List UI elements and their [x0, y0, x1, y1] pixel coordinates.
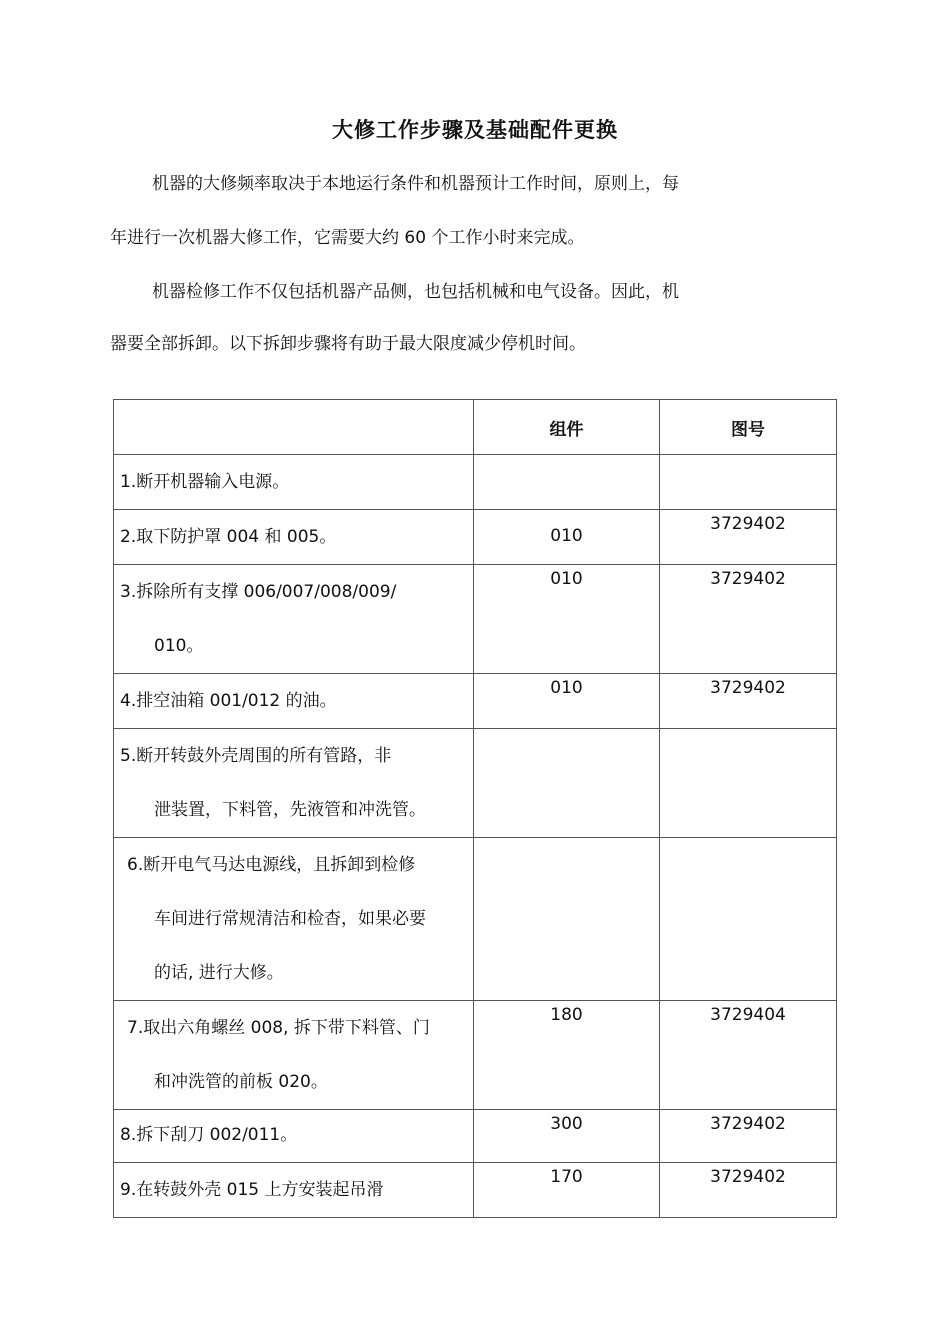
component-cell: 010	[474, 674, 660, 729]
step-cell	[114, 565, 474, 674]
paragraph-2-line-1: 机器检修工作不仅包括机器产品侧，也包括机械和电气设备。因此，机	[152, 282, 679, 302]
document-title: 大修工作步骤及基础配件更换	[332, 118, 618, 142]
drawing-cell: 3729404	[660, 1001, 837, 1110]
step-line: 和冲洗管的前板 020。	[154, 1072, 328, 1092]
step-cell	[114, 674, 474, 729]
drawing-cell: 3729402	[660, 510, 837, 565]
step-cell	[114, 1163, 474, 1218]
component-cell: 300	[474, 1110, 660, 1163]
drawing-cell	[660, 838, 837, 1001]
component-cell: 010	[474, 565, 660, 674]
step-line: 3.拆除所有支撑 006/007/008/009/	[120, 582, 397, 602]
table-row	[114, 1001, 837, 1110]
step-cell	[114, 1110, 474, 1163]
table-row	[114, 1110, 837, 1163]
table-row	[114, 838, 837, 1001]
paragraph-1-line-1: 机器的大修频率取决于本地运行条件和机器预计工作时间，原则上，每	[152, 174, 679, 194]
steps-table	[113, 399, 837, 1218]
component-cell	[474, 729, 660, 838]
table-row	[114, 565, 837, 674]
component-cell: 170	[474, 1163, 660, 1218]
step-line: 4.排空油箱 001/012 的油。	[120, 691, 337, 711]
table-row	[114, 1163, 837, 1218]
step-cell	[114, 838, 474, 1001]
paragraph-2-line-2: 器要全部拆卸。以下拆卸步骤将有助于最大限度减少停机时间。	[110, 334, 586, 354]
header-step	[114, 400, 474, 455]
drawing-cell: 3729402	[660, 674, 837, 729]
step-cell	[114, 729, 474, 838]
paragraph-1-line-2: 年进行一次机器大修工作，它需要大约 60 个工作小时来完成。	[110, 228, 585, 248]
step-cell	[114, 455, 474, 510]
drawing-cell: 3729402	[660, 1163, 837, 1218]
header-component: 组件	[474, 400, 660, 455]
drawing-cell: 3729402	[660, 565, 837, 674]
header-drawing: 图号	[660, 400, 837, 455]
component-cell: 010	[474, 510, 660, 565]
table-row	[114, 510, 837, 565]
drawing-cell	[660, 455, 837, 510]
step-line: 的话, 进行大修。	[154, 963, 284, 983]
step-line: 5.断开转鼓外壳周围的所有管路，非	[120, 746, 392, 766]
step-line: 泄装置，下料管，先液管和冲洗管。	[154, 800, 426, 820]
step-line: 6.断开电气马达电源线，且拆卸到检修	[127, 855, 416, 875]
step-line: 9.在转鼓外壳 015 上方安装起吊滑	[120, 1180, 384, 1200]
component-cell	[474, 838, 660, 1001]
component-cell: 180	[474, 1001, 660, 1110]
table-header-row	[114, 400, 837, 455]
table-row	[114, 674, 837, 729]
step-line: 2.取下防护罩 004 和 005。	[120, 527, 337, 547]
step-line: 1.断开机器输入电源。	[120, 472, 290, 492]
component-cell	[474, 455, 660, 510]
step-line: 车间进行常规清洁和检杳，如果必要	[154, 909, 426, 929]
step-cell	[114, 1001, 474, 1110]
step-line: 7.取出六角螺丝 008, 拆下带下料管、门	[127, 1018, 430, 1038]
step-cell	[114, 510, 474, 565]
drawing-cell	[660, 729, 837, 838]
step-line: 8.拆下刮刀 002/011。	[120, 1125, 298, 1145]
table-row	[114, 729, 837, 838]
table-row	[114, 455, 837, 510]
drawing-cell: 3729402	[660, 1110, 837, 1163]
step-line: 010。	[154, 636, 204, 656]
